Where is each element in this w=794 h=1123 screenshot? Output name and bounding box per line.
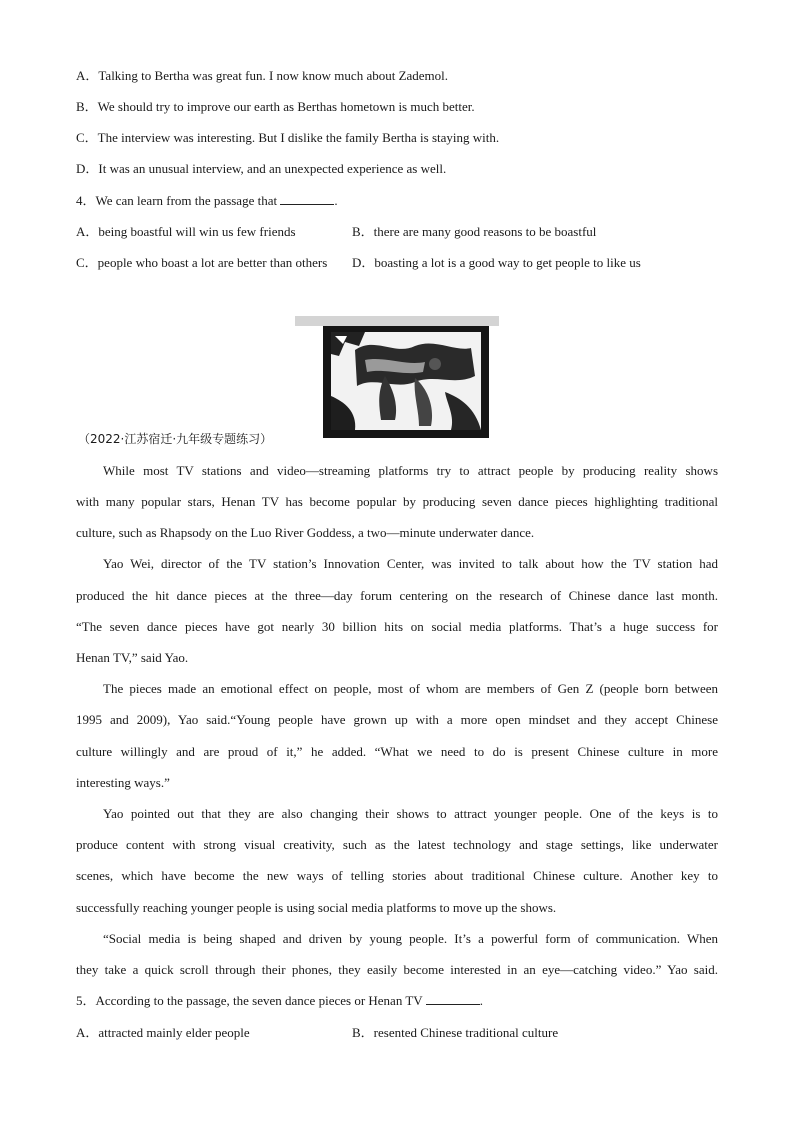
passage-line: Yao pointed out that they are also changing their shows to attract younger people. One of the keys is to — [103, 806, 718, 821]
q5-option-b: B．resented Chinese traditional culture — [352, 1025, 559, 1040]
q5-stem — [76, 992, 483, 1010]
q4-option-d: D．boasting a lot is a good way to get people to like us — [352, 255, 641, 270]
passage-line: culture willingly and are proud of it,” he added. “What we need to do is present Chinese culture in more — [76, 744, 718, 759]
q3-option-a: A．Talking to Bertha was great fun. I now know much about Zademol. — [76, 68, 449, 83]
passage-line: scenes, which have become the new ways of telling stories about traditional Chinese culture. Another key to — [76, 868, 718, 883]
passage-line: While most TV stations and video—streaming platforms try to attract people by producing reality shows — [103, 463, 718, 478]
passage-line: interesting ways.” — [76, 775, 170, 790]
q4-stem-text: 4．We can learn from the passage that — [76, 193, 278, 208]
q4-stem — [76, 192, 338, 210]
passage-illustration — [295, 316, 499, 438]
passage-line: 1995 and 2009), Yao said.“Young people have grown up with a more open mindset and they accept Chinese — [76, 712, 718, 727]
passage-line: “Social media is being shaped and driven by young people. It’s a powerful form of communication. When — [103, 931, 718, 946]
q4-stem-end: . — [334, 193, 338, 208]
passage-line: produced the hit dance pieces at the three—day forum centering on the research of Chinese dance last month. — [76, 588, 718, 603]
q3-option-d: D．It was an unusual interview, and an unexpected experience as well. — [76, 161, 447, 176]
q5-stem-text: 5．According to the passage, the seven dance pieces or Henan TV — [76, 993, 423, 1008]
passage-line: “The seven dance pieces have got nearly 30 billion hits on social media platforms. That’s a huge success for — [76, 619, 718, 634]
passage-line: Henan TV,” said Yao. — [76, 650, 189, 665]
passage-line: produce content with strong visual creativity, such as the latest technology and stage settings, like underwater — [76, 837, 718, 852]
q4-answer-blank — [280, 192, 334, 205]
q5-stem-end: . — [479, 993, 483, 1008]
passage-line: they take a quick scroll through their phones, they easily become interested in an eye—catching video.” Yao said. — [76, 962, 718, 977]
passage-line: culture, such as Rhapsody on the Luo River Goddess, a two—minute underwater dance. — [76, 525, 535, 540]
q4-option-c: C．people who boast a lot are better than others — [76, 255, 328, 270]
q4-option-b: B．there are many good reasons to be boastful — [352, 224, 597, 239]
q5-answer-blank — [426, 992, 480, 1005]
passage-line: Yao Wei, director of the TV station’s Innovation Center, was invited to talk about how the TV station had — [103, 556, 718, 571]
q5-option-a: A．attracted mainly elder people — [76, 1025, 250, 1040]
q3-option-b: B．We should try to improve our earth as Berthas hometown is much better. — [76, 99, 475, 114]
q3-option-c: C．The interview was interesting. But I dislike the family Bertha is staying with. — [76, 130, 500, 145]
passage-line: with many popular stars, Henan TV has become popular by producing seven dance pieces highlighting traditional — [76, 494, 718, 509]
passage-line: successfully reaching younger people is using social media platforms to move up the shows. — [76, 900, 557, 915]
source-tag: （2022·江苏宿迁·九年级专题练习） — [78, 432, 273, 446]
passage-line: The pieces made an emotional effect on people, most of whom are members of Gen Z (people born between — [103, 681, 718, 696]
q4-option-a: A．being boastful will win us few friends — [76, 224, 296, 239]
